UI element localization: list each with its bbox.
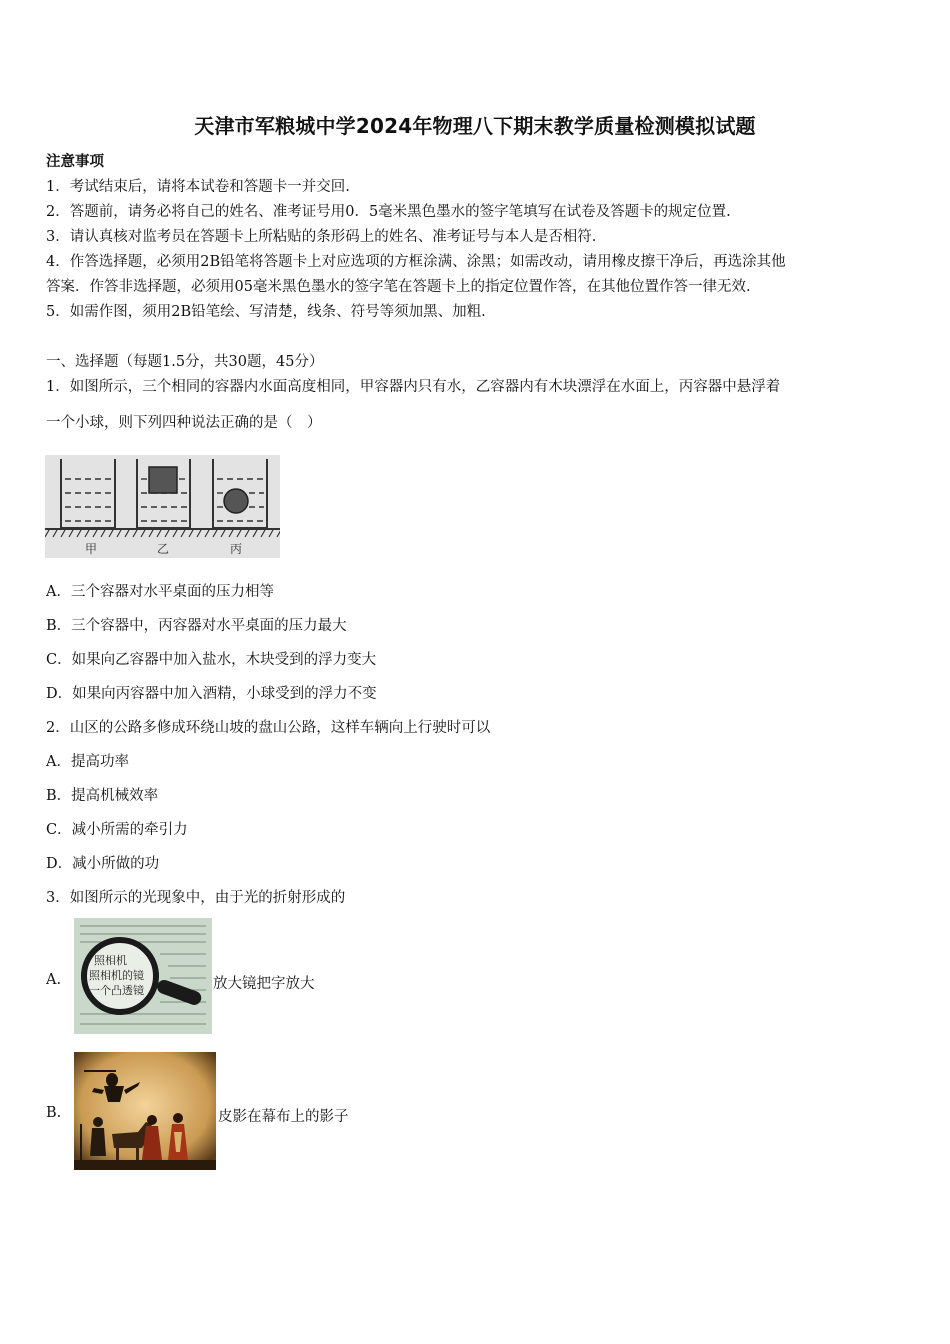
label-yi: 乙 xyxy=(157,542,170,556)
question-stem: 2．山区的公路多修成环绕山坡的盘山公路，这样车辆向上行驶时可以 xyxy=(46,720,491,736)
notice-item: 4．作答选择题，必须用2B铅笔将答题卡上对应选项的方框涂满、涂黑；如需改动，请用橡皮擦干净后，再选涂其他 xyxy=(46,254,786,270)
label-jia: 甲 xyxy=(85,542,98,556)
magnifier-image xyxy=(74,918,212,1034)
option-a-text: 放大镜把字放大 xyxy=(213,976,315,992)
notice-item: 2．答题前，请务必将自己的姓名、准考证号用0．5毫米黑色墨水的签字笔填写在试卷及答题卡的规定位置. xyxy=(46,204,731,220)
svg-text:照相机: 照相机 xyxy=(94,954,127,967)
option-b-letter: B. xyxy=(46,1105,62,1121)
notice-item: 1．考试结束后，请将本试卷和答题卡一并交回. xyxy=(46,179,350,195)
three-containers-figure xyxy=(45,455,280,558)
notice-heading: 注意事项 xyxy=(46,153,104,170)
svg-text:一个凸透镜: 一个凸透镜 xyxy=(89,984,144,997)
option-d: D．减小所做的功 xyxy=(46,856,160,872)
svg-text:照相机的镜: 照相机的镜 xyxy=(89,969,144,982)
ball xyxy=(224,489,248,513)
section-heading: 一、选择题（每题1.5分，共30题，45分） xyxy=(46,354,324,370)
shadow-puppet-image xyxy=(74,1052,216,1170)
wood-block xyxy=(149,467,177,493)
option-a-letter: A. xyxy=(46,972,62,988)
page-title: 天津市军粮城中学2024年物理八下期末教学质量检测模拟试题 xyxy=(194,114,756,138)
option-d: D．如果向丙容器中加入酒精，小球受到的浮力不变 xyxy=(46,686,377,702)
question-stem: 一个小球，则下列四种说法正确的是（ ） xyxy=(46,415,322,431)
option-b-text: 皮影在幕布上的影子 xyxy=(218,1109,349,1125)
notice-item: 3．请认真核对监考员在答题卡上所粘贴的条形码上的姓名、准考证号与本人是否相符. xyxy=(46,229,597,245)
option-b: B．三个容器中，丙容器对水平桌面的压力最大 xyxy=(46,618,347,634)
label-bing: 丙 xyxy=(230,542,243,556)
option-b: B．提高机械效率 xyxy=(46,788,159,804)
question-stem: 3．如图所示的光现象中，由于光的折射形成的 xyxy=(46,890,346,906)
notice-item: 5．如需作图，须用2B铅笔绘、写清楚，线条、符号等须加黑、加粗. xyxy=(46,304,486,320)
option-c: C．减小所需的牵引力 xyxy=(46,822,188,838)
option-a: A．提高功率 xyxy=(46,754,129,770)
notice-item: 答案．作答非选择题，必须用05毫米黑色墨水的签字笔在答题卡上的指定位置作答，在其他位置作答一律无效. xyxy=(46,279,751,295)
option-a: A．三个容器对水平桌面的压力相等 xyxy=(46,584,274,600)
question-stem: 1．如图所示，三个相同的容器内水面高度相同，甲容器内只有水，乙容器内有木块漂浮在水面上，丙容器中悬浮着 xyxy=(46,379,781,395)
option-c: C．如果向乙容器中加入盐水，木块受到的浮力变大 xyxy=(46,652,377,668)
